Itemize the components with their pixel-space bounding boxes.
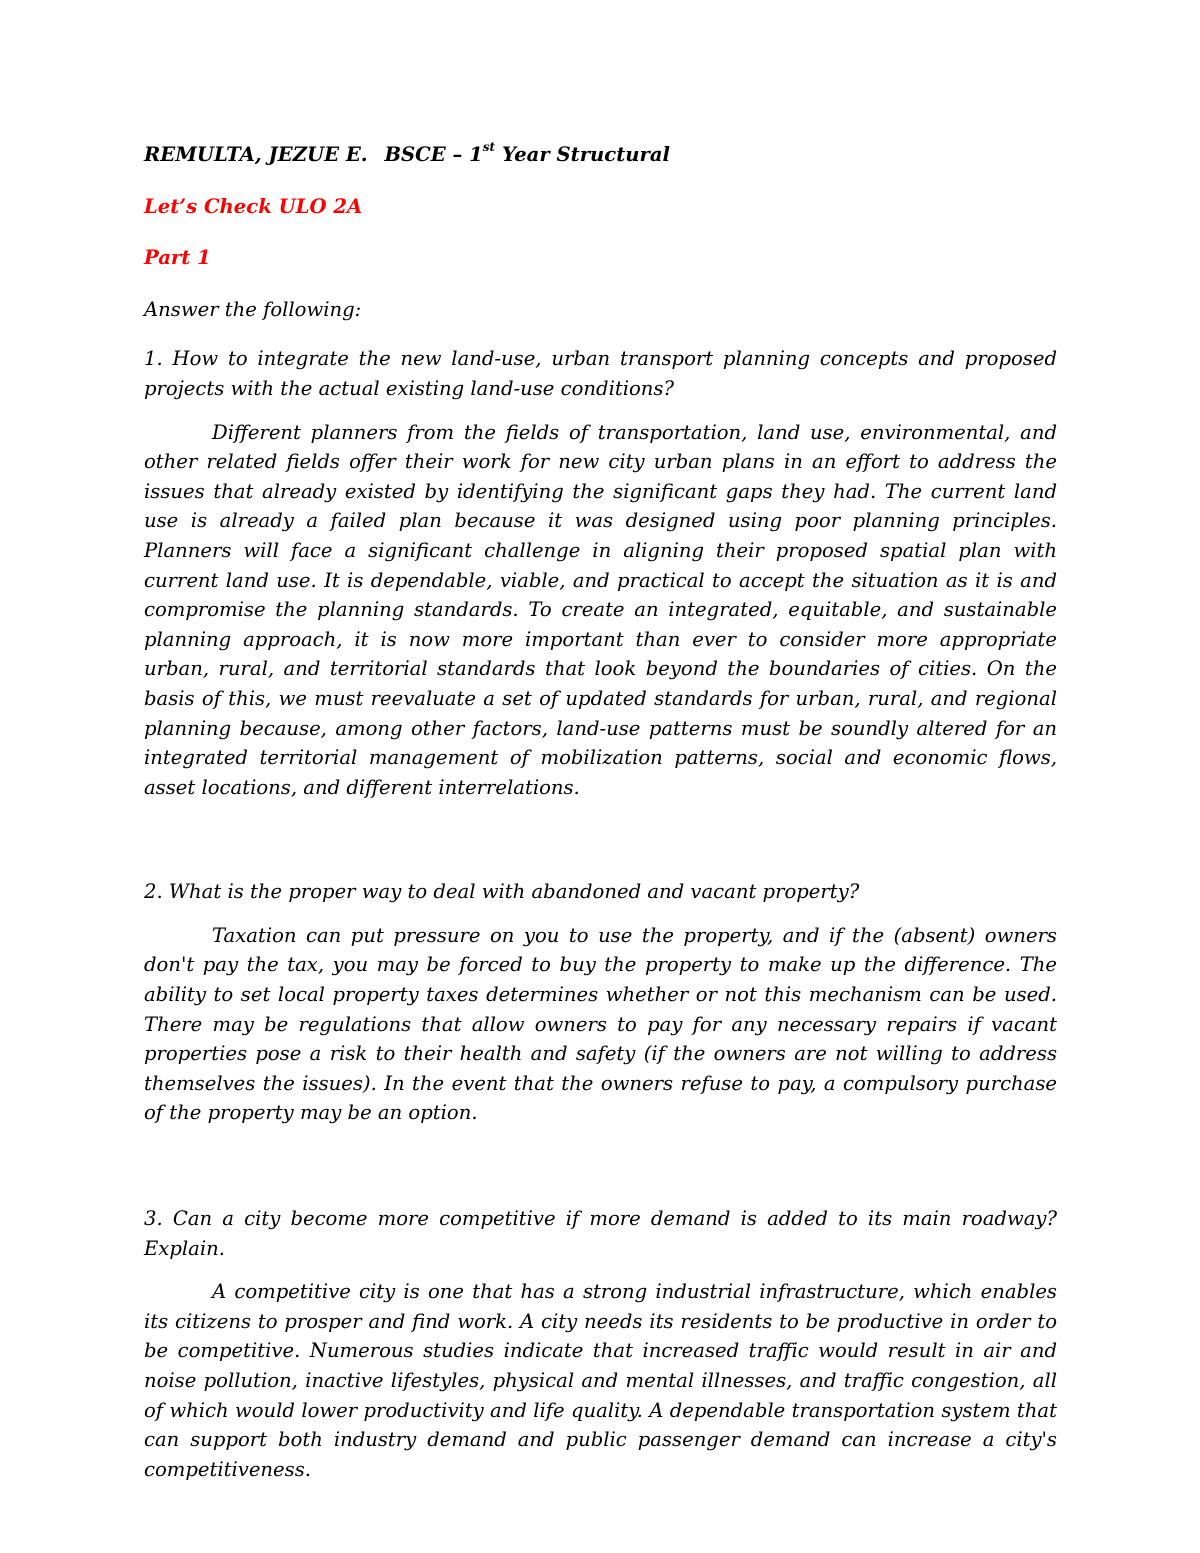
answer-2: Taxation can put pressure on you to use the property, and if the (absent) owners don't pay the tax, you may be forced to buy the property to make up the difference. The ability to set local property taxes determines whether or not this mechanism can be used. There may be regulations that allow owners to pay for any necessary repairs if vacant properties pose a risk to their health and safety (if the owners are not willing to address themselves the issues). In the event that the owners refuse to pay, a compulsory purchase of the property may be an option. xyxy=(144,923,1057,1125)
course-rest: Year Structural xyxy=(501,143,670,166)
document-title: Let’s Check ULO 2A xyxy=(144,194,363,218)
question-2: 2. What is the proper way to deal with abandoned and vacant property? xyxy=(144,880,860,904)
course-prefix: BSCE – xyxy=(384,143,463,166)
question-3: 3. Can a city become more competitive if more demand is added to its main roadway? Explain. xyxy=(144,1207,1057,1260)
instruction-text: Answer the following: xyxy=(144,297,362,321)
answer-3: A competitive city is one that has a strong industrial infrastructure, which enables its citizens to prosper and find work. A city needs its residents to be productive in order to be competitive. Numerous studies indicate that increased traffic would result in air and noise pollution, inactive lifestyles, physical and mental illnesses, and traffic congestion, all of which would lower productivity and life quality. A dependable transportation system that can support both industry demand and public passenger demand can increase a city's competitiveness. xyxy=(144,1280,1057,1481)
part-heading: Part 1 xyxy=(144,246,211,270)
document-body xyxy=(144,140,1057,1484)
student-name: REMULTA, JEZUE E. xyxy=(144,143,368,166)
year-number: 1 xyxy=(469,143,483,166)
year-suffix: st xyxy=(482,140,496,155)
student-header xyxy=(144,140,1057,170)
answer-1: Different planners from the fields of transportation, land use, environmental, and other related fields offer their work for new city urban plans in an effort to address the issues that already existed by identifying the significant gaps they had. The current land use is already a failed plan because it was designed using poor planning principles. Planners will face a significant challenge in aligning their proposed spatial plan with current land use. It is dependable, viable, and practical to accept the situation as it is and compromise the planning standards. To create an integrated, equitable, and sustainable planning approach, it is now more important than ever to consider more appropriate urban, rural, and territorial standards that look beyond the boundaries of cities. On the basis of this, we must reevaluate a set of updated standards for urban, rural, and regional planning because, among other factors, land-use patterns must be soundly altered for an integrated territorial management of mobilization patterns, social and economic flows, asset locations, and different interrelations. xyxy=(144,420,1057,799)
question-1: 1. How to integrate the new land-use, urban transport planning concepts and proposed projects with the actual existing land-use conditions? xyxy=(144,347,1057,400)
